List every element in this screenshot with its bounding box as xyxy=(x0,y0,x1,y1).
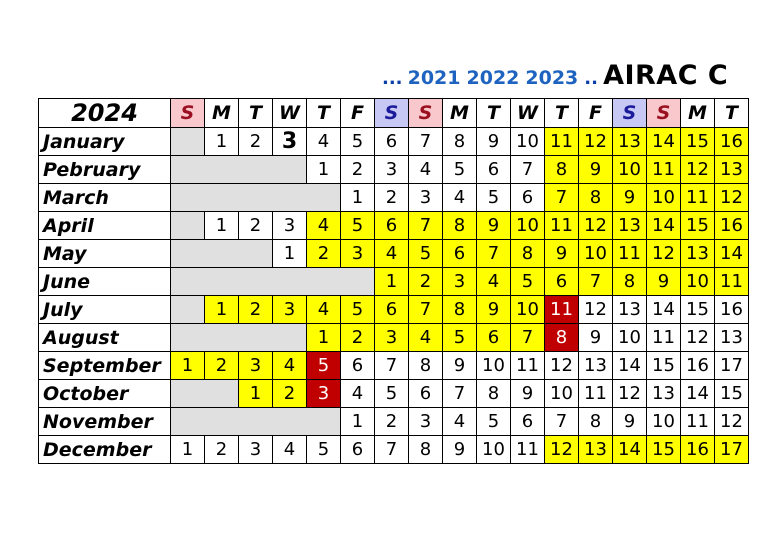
day-cell: 9 xyxy=(579,156,613,184)
day-cell: 2 xyxy=(341,156,375,184)
day-cell: 2 xyxy=(205,352,239,380)
day-cell: 1 xyxy=(205,212,239,240)
month-row xyxy=(39,184,749,212)
year-link-2021[interactable]: 2021 xyxy=(407,67,461,89)
day-cell: 10 xyxy=(579,240,613,268)
day-cell: 9 xyxy=(613,408,647,436)
day-cell: 10 xyxy=(613,324,647,352)
month-name: March xyxy=(39,184,171,212)
day-cell: 12 xyxy=(579,212,613,240)
month-name: September xyxy=(39,352,171,380)
day-cell: 14 xyxy=(715,240,749,268)
weekday-header: F xyxy=(579,99,613,128)
year-link-2023[interactable]: 2023 xyxy=(525,67,579,89)
day-cell: 17 xyxy=(715,352,749,380)
day-cell: 14 xyxy=(613,352,647,380)
day-cell: 12 xyxy=(545,352,579,380)
day-cell: 12 xyxy=(647,240,681,268)
day-cell: 10 xyxy=(681,268,715,296)
day-cell: 8 xyxy=(579,408,613,436)
day-cell: 3 xyxy=(375,324,409,352)
airac-calendar-table xyxy=(38,98,749,464)
day-cell: 14 xyxy=(647,296,681,324)
day-cell: 2 xyxy=(273,380,307,408)
day-cell: 16 xyxy=(681,436,715,464)
day-cell: 7 xyxy=(545,184,579,212)
day-cell: 17 xyxy=(715,436,749,464)
day-cell: 8 xyxy=(545,324,579,352)
day-cell: 7 xyxy=(579,268,613,296)
day-cell: 2 xyxy=(409,268,443,296)
month-name: May xyxy=(39,240,171,268)
day-cell: 3 xyxy=(273,128,307,156)
month-name: Pebruary xyxy=(39,156,171,184)
day-cell: 10 xyxy=(545,380,579,408)
weekday-header: S xyxy=(375,99,409,128)
day-cell: 1 xyxy=(307,156,341,184)
day-cell: 2 xyxy=(239,296,273,324)
day-cell: 12 xyxy=(579,296,613,324)
day-cell: 15 xyxy=(681,296,715,324)
day-cell: 8 xyxy=(511,240,545,268)
day-cell: 9 xyxy=(477,212,511,240)
day-cell: 1 xyxy=(171,352,205,380)
day-cell: 4 xyxy=(443,184,477,212)
day-cell: 15 xyxy=(647,436,681,464)
weekday-header: F xyxy=(341,99,375,128)
weekday-header: S xyxy=(647,99,681,128)
dots-after: .. xyxy=(584,68,598,89)
month-name: July xyxy=(39,296,171,324)
month-name: August xyxy=(39,324,171,352)
day-cell: 12 xyxy=(681,324,715,352)
day-cell: 7 xyxy=(409,296,443,324)
blank-cell xyxy=(171,268,375,296)
day-cell: 4 xyxy=(409,324,443,352)
day-cell: 13 xyxy=(715,324,749,352)
day-cell: 4 xyxy=(375,240,409,268)
day-cell: 12 xyxy=(579,128,613,156)
day-cell: 10 xyxy=(613,156,647,184)
day-cell: 2 xyxy=(239,128,273,156)
day-cell: 9 xyxy=(613,184,647,212)
weekday-header: T xyxy=(239,99,273,128)
day-cell: 4 xyxy=(443,408,477,436)
day-cell: 3 xyxy=(375,156,409,184)
day-cell: 4 xyxy=(341,380,375,408)
day-cell: 10 xyxy=(477,352,511,380)
day-cell: 5 xyxy=(477,408,511,436)
weekday-header-row xyxy=(39,99,749,128)
month-name: April xyxy=(39,212,171,240)
day-cell: 9 xyxy=(647,268,681,296)
day-cell: 1 xyxy=(273,240,307,268)
day-cell: 11 xyxy=(511,352,545,380)
day-cell: 5 xyxy=(341,212,375,240)
blank-cell xyxy=(171,212,205,240)
day-cell: 13 xyxy=(613,212,647,240)
day-cell: 13 xyxy=(579,436,613,464)
airac-header xyxy=(382,60,728,91)
weekday-header: M xyxy=(681,99,715,128)
month-row xyxy=(39,128,749,156)
day-cell: 7 xyxy=(375,436,409,464)
weekday-header: S xyxy=(171,99,205,128)
day-cell: 6 xyxy=(545,268,579,296)
weekday-header: S xyxy=(613,99,647,128)
day-cell: 2 xyxy=(375,184,409,212)
day-cell: 16 xyxy=(715,296,749,324)
day-cell: 13 xyxy=(715,156,749,184)
day-cell: 3 xyxy=(273,212,307,240)
day-cell: 7 xyxy=(409,212,443,240)
day-cell: 8 xyxy=(443,296,477,324)
day-cell: 2 xyxy=(205,436,239,464)
weekday-header: W xyxy=(273,99,307,128)
day-cell: 1 xyxy=(375,268,409,296)
day-cell: 5 xyxy=(409,240,443,268)
weekday-header: W xyxy=(511,99,545,128)
day-cell: 6 xyxy=(511,184,545,212)
day-cell: 15 xyxy=(715,380,749,408)
month-name: December xyxy=(39,436,171,464)
day-cell: 1 xyxy=(307,324,341,352)
day-cell: 6 xyxy=(511,408,545,436)
month-name: October xyxy=(39,380,171,408)
blank-cell xyxy=(171,128,205,156)
day-cell: 12 xyxy=(613,380,647,408)
day-cell: 9 xyxy=(443,436,477,464)
blank-cell xyxy=(171,380,239,408)
blank-cell xyxy=(171,240,273,268)
day-cell: 6 xyxy=(375,296,409,324)
day-cell: 7 xyxy=(409,128,443,156)
month-row xyxy=(39,352,749,380)
year-label: 2024 xyxy=(39,99,171,128)
day-cell: 15 xyxy=(681,128,715,156)
day-cell: 1 xyxy=(205,128,239,156)
day-cell: 4 xyxy=(307,296,341,324)
day-cell: 9 xyxy=(511,380,545,408)
month-row xyxy=(39,436,749,464)
day-cell: 5 xyxy=(511,268,545,296)
year-link-2022[interactable]: 2022 xyxy=(466,67,520,89)
day-cell: 3 xyxy=(273,296,307,324)
day-cell: 13 xyxy=(579,352,613,380)
day-cell: 4 xyxy=(273,436,307,464)
day-cell: 11 xyxy=(579,380,613,408)
day-cell: 10 xyxy=(647,408,681,436)
day-cell: 10 xyxy=(647,184,681,212)
day-cell: 10 xyxy=(511,212,545,240)
day-cell: 6 xyxy=(375,128,409,156)
day-cell: 3 xyxy=(307,380,341,408)
blank-cell xyxy=(171,296,205,324)
weekday-header: T xyxy=(715,99,749,128)
day-cell: 5 xyxy=(375,380,409,408)
day-cell: 3 xyxy=(239,352,273,380)
blank-cell xyxy=(171,184,341,212)
day-cell: 1 xyxy=(205,296,239,324)
day-cell: 11 xyxy=(511,436,545,464)
day-cell: 3 xyxy=(341,240,375,268)
day-cell: 2 xyxy=(375,408,409,436)
month-row xyxy=(39,324,749,352)
day-cell: 1 xyxy=(341,184,375,212)
day-cell: 5 xyxy=(307,352,341,380)
day-cell: 5 xyxy=(341,128,375,156)
month-row xyxy=(39,212,749,240)
day-cell: 1 xyxy=(239,380,273,408)
day-cell: 9 xyxy=(579,324,613,352)
day-cell: 11 xyxy=(545,128,579,156)
day-cell: 7 xyxy=(443,380,477,408)
day-cell: 15 xyxy=(647,352,681,380)
dots-before: ... xyxy=(382,68,403,89)
day-cell: 8 xyxy=(613,268,647,296)
day-cell: 8 xyxy=(443,128,477,156)
day-cell: 16 xyxy=(681,352,715,380)
day-cell: 5 xyxy=(477,184,511,212)
day-cell: 12 xyxy=(715,184,749,212)
day-cell: 6 xyxy=(477,324,511,352)
day-cell: 10 xyxy=(511,128,545,156)
day-cell: 8 xyxy=(409,436,443,464)
day-cell: 11 xyxy=(647,324,681,352)
day-cell: 7 xyxy=(545,408,579,436)
day-cell: 8 xyxy=(579,184,613,212)
weekday-header: T xyxy=(545,99,579,128)
day-cell: 10 xyxy=(477,436,511,464)
day-cell: 7 xyxy=(477,240,511,268)
weekday-header: M xyxy=(443,99,477,128)
day-cell: 3 xyxy=(409,408,443,436)
day-cell: 4 xyxy=(307,128,341,156)
day-cell: 12 xyxy=(545,436,579,464)
day-cell: 2 xyxy=(341,324,375,352)
calendar-body xyxy=(39,128,749,464)
day-cell: 8 xyxy=(443,212,477,240)
day-cell: 7 xyxy=(511,156,545,184)
day-cell: 11 xyxy=(715,268,749,296)
weekday-header: T xyxy=(477,99,511,128)
day-cell: 14 xyxy=(681,380,715,408)
day-cell: 11 xyxy=(545,212,579,240)
day-cell: 6 xyxy=(477,156,511,184)
day-cell: 14 xyxy=(613,436,647,464)
day-cell: 15 xyxy=(681,212,715,240)
month-name: January xyxy=(39,128,171,156)
day-cell: 10 xyxy=(511,296,545,324)
day-cell: 6 xyxy=(341,352,375,380)
blank-cell xyxy=(171,408,341,436)
day-cell: 13 xyxy=(613,296,647,324)
day-cell: 9 xyxy=(443,352,477,380)
day-cell: 6 xyxy=(443,240,477,268)
day-cell: 8 xyxy=(477,380,511,408)
day-cell: 7 xyxy=(375,352,409,380)
day-cell: 8 xyxy=(409,352,443,380)
day-cell: 4 xyxy=(273,352,307,380)
weekday-header: T xyxy=(307,99,341,128)
day-cell: 8 xyxy=(545,156,579,184)
day-cell: 6 xyxy=(409,380,443,408)
day-cell: 11 xyxy=(613,240,647,268)
day-cell: 4 xyxy=(477,268,511,296)
day-cell: 9 xyxy=(545,240,579,268)
day-cell: 13 xyxy=(647,380,681,408)
day-cell: 11 xyxy=(545,296,579,324)
month-row xyxy=(39,268,749,296)
day-cell: 5 xyxy=(341,296,375,324)
month-row xyxy=(39,380,749,408)
month-name: June xyxy=(39,268,171,296)
day-cell: 11 xyxy=(681,408,715,436)
day-cell: 16 xyxy=(715,128,749,156)
day-cell: 14 xyxy=(647,212,681,240)
day-cell: 5 xyxy=(443,156,477,184)
day-cell: 13 xyxy=(613,128,647,156)
day-cell: 6 xyxy=(375,212,409,240)
month-row xyxy=(39,296,749,324)
day-cell: 3 xyxy=(443,268,477,296)
day-cell: 3 xyxy=(409,184,443,212)
month-name: November xyxy=(39,408,171,436)
day-cell: 13 xyxy=(681,240,715,268)
day-cell: 5 xyxy=(443,324,477,352)
day-cell: 5 xyxy=(307,436,341,464)
weekday-header: S xyxy=(409,99,443,128)
day-cell: 6 xyxy=(341,436,375,464)
month-row xyxy=(39,240,749,268)
day-cell: 1 xyxy=(171,436,205,464)
weekday-header: M xyxy=(205,99,239,128)
page-title: AIRAC C xyxy=(603,60,729,91)
month-row xyxy=(39,156,749,184)
month-row xyxy=(39,408,749,436)
day-cell: 2 xyxy=(239,212,273,240)
day-cell: 2 xyxy=(307,240,341,268)
day-cell: 12 xyxy=(681,156,715,184)
day-cell: 4 xyxy=(409,156,443,184)
day-cell: 7 xyxy=(511,324,545,352)
blank-cell xyxy=(171,324,307,352)
day-cell: 9 xyxy=(477,296,511,324)
day-cell: 9 xyxy=(477,128,511,156)
day-cell: 12 xyxy=(715,408,749,436)
day-cell: 4 xyxy=(307,212,341,240)
day-cell: 3 xyxy=(239,436,273,464)
day-cell: 11 xyxy=(681,184,715,212)
day-cell: 1 xyxy=(341,408,375,436)
day-cell: 14 xyxy=(647,128,681,156)
day-cell: 11 xyxy=(647,156,681,184)
blank-cell xyxy=(171,156,307,184)
day-cell: 16 xyxy=(715,212,749,240)
